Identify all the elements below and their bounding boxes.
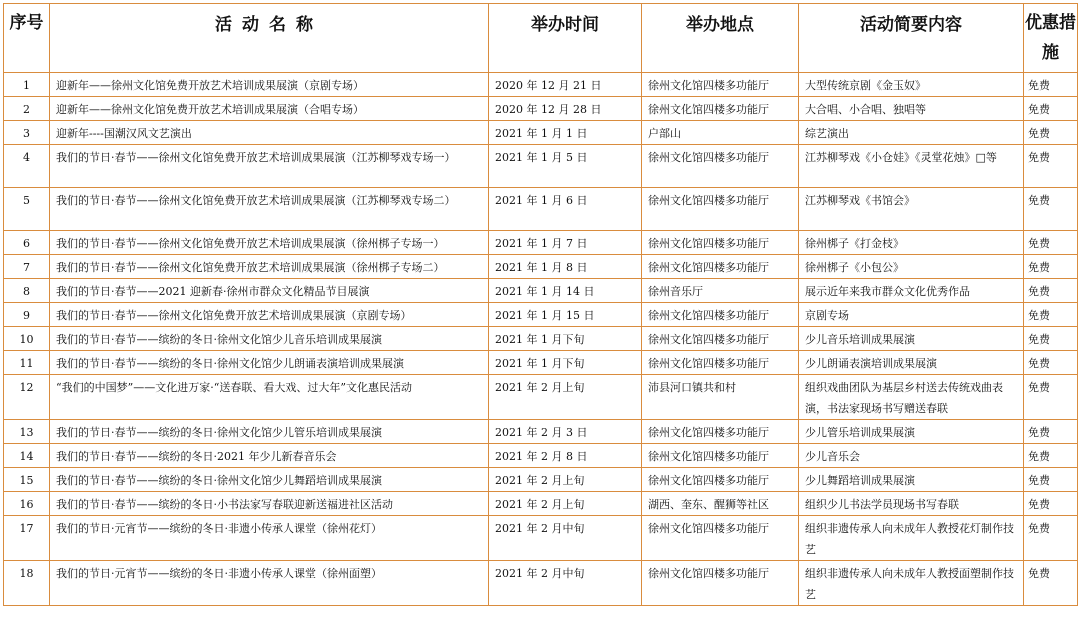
cell-seq: 16 xyxy=(4,492,50,516)
cell-seq: 7 xyxy=(4,255,50,279)
cell-summary: 组织非遗传承人向未成年人教授花灯制作技艺 xyxy=(799,516,1024,561)
table-row xyxy=(4,73,1078,97)
table-row xyxy=(4,327,1078,351)
header-discount: 优惠措施 xyxy=(1024,4,1078,73)
cell-discount: 免费 xyxy=(1024,97,1078,121)
cell-summary: 徐州梆子《打金枝》 xyxy=(799,231,1024,255)
table-row xyxy=(4,145,1078,188)
cell-time: 2021 年 1 月 15 日 xyxy=(489,303,642,327)
header-seq: 序号 xyxy=(4,4,50,73)
table-row xyxy=(4,121,1078,145)
cell-activity-name: 我们的节日·春节——缤纷的冬日·徐州文化馆少儿舞蹈培训成果展演 xyxy=(50,468,489,492)
cell-summary: 组织少儿书法学员现场书写春联 xyxy=(799,492,1024,516)
cell-place: 湖西、奎东、醒狮等社区 xyxy=(642,492,799,516)
cell-activity-name: 我们的节日·春节——缤纷的冬日·小书法家写春联迎新送福进社区活动 xyxy=(50,492,489,516)
cell-time: 2021 年 1 月 7 日 xyxy=(489,231,642,255)
cell-activity-name: 我们的节日·春节——徐州文化馆免费开放艺术培训成果展演（江苏柳琴戏专场二） xyxy=(50,188,489,231)
cell-summary: 江苏柳琴戏《书馆会》 xyxy=(799,188,1024,231)
cell-time: 2021 年 1 月下旬 xyxy=(489,351,642,375)
cell-seq: 12 xyxy=(4,375,50,420)
cell-discount: 免费 xyxy=(1024,351,1078,375)
table-row xyxy=(4,420,1078,444)
header-time: 举办时间 xyxy=(489,4,642,73)
table-header-row xyxy=(4,4,1078,73)
table-row xyxy=(4,492,1078,516)
cell-place: 徐州文化馆四楼多功能厅 xyxy=(642,97,799,121)
cell-time: 2020 年 12 月 21 日 xyxy=(489,73,642,97)
cell-place: 徐州文化馆四楼多功能厅 xyxy=(642,73,799,97)
cell-discount: 免费 xyxy=(1024,73,1078,97)
cell-activity-name: 我们的节日·春节——缤纷的冬日·2021 年少儿新春音乐会 xyxy=(50,444,489,468)
cell-summary: 大型传统京剧《金玉奴》 xyxy=(799,73,1024,97)
cell-time: 2021 年 2 月上旬 xyxy=(489,468,642,492)
cell-place: 徐州文化馆四楼多功能厅 xyxy=(642,145,799,188)
cell-seq: 6 xyxy=(4,231,50,255)
cell-seq: 8 xyxy=(4,279,50,303)
cell-summary: 江苏柳琴戏《小仓娃》《灵堂花烛》□等 xyxy=(799,145,1024,188)
cell-place: 徐州文化馆四楼多功能厅 xyxy=(642,516,799,561)
cell-seq: 4 xyxy=(4,145,50,188)
cell-place: 徐州文化馆四楼多功能厅 xyxy=(642,303,799,327)
table-row xyxy=(4,231,1078,255)
cell-place: 户部山 xyxy=(642,121,799,145)
cell-time: 2020 年 12 月 28 日 xyxy=(489,97,642,121)
cell-discount: 免费 xyxy=(1024,516,1078,561)
cell-activity-name: 我们的节日·春节——缤纷的冬日·徐州文化馆少儿管乐培训成果展演 xyxy=(50,420,489,444)
cell-activity-name: 迎新年----国潮汉风文艺演出 xyxy=(50,121,489,145)
table-row xyxy=(4,303,1078,327)
cell-place: 徐州音乐厅 xyxy=(642,279,799,303)
cell-activity-name: 我们的节日·春节——徐州文化馆免费开放艺术培训成果展演（京剧专场） xyxy=(50,303,489,327)
cell-place: 徐州文化馆四楼多功能厅 xyxy=(642,188,799,231)
cell-seq: 2 xyxy=(4,97,50,121)
cell-time: 2021 年 1 月 14 日 xyxy=(489,279,642,303)
cell-activity-name: 我们的节日·春节——徐州文化馆免费开放艺术培训成果展演（徐州梆子专场一） xyxy=(50,231,489,255)
cell-discount: 免费 xyxy=(1024,561,1078,606)
cell-summary: 组织非遗传承人向未成年人教授面塑制作技艺 xyxy=(799,561,1024,606)
header-place: 举办地点 xyxy=(642,4,799,73)
cell-time: 2021 年 1 月 1 日 xyxy=(489,121,642,145)
cell-activity-name: “我们的中国梦”——文化进万家·“送春联、看大戏、过大年”文化惠民活动 xyxy=(50,375,489,420)
cell-activity-name: 迎新年——徐州文化馆免费开放艺术培训成果展演（京剧专场） xyxy=(50,73,489,97)
cell-time: 2021 年 1 月 8 日 xyxy=(489,255,642,279)
cell-place: 徐州文化馆四楼多功能厅 xyxy=(642,351,799,375)
cell-seq: 15 xyxy=(4,468,50,492)
cell-discount: 免费 xyxy=(1024,279,1078,303)
cell-activity-name: 我们的节日·元宵节——缤纷的冬日·非遗小传承人课堂（徐州花灯） xyxy=(50,516,489,561)
cell-seq: 10 xyxy=(4,327,50,351)
cell-place: 徐州文化馆四楼多功能厅 xyxy=(642,444,799,468)
cell-activity-name: 迎新年——徐州文化馆免费开放艺术培训成果展演（合唱专场） xyxy=(50,97,489,121)
cell-summary: 少儿管乐培训成果展演 xyxy=(799,420,1024,444)
cell-seq: 13 xyxy=(4,420,50,444)
cell-discount: 免费 xyxy=(1024,468,1078,492)
table-row xyxy=(4,351,1078,375)
cell-summary: 少儿音乐会 xyxy=(799,444,1024,468)
cell-activity-name: 我们的节日·春节——缤纷的冬日·徐州文化馆少儿朗诵表演培训成果展演 xyxy=(50,351,489,375)
cell-discount: 免费 xyxy=(1024,231,1078,255)
cell-summary: 组织戏曲团队为基层乡村送去传统戏曲表演，书法家现场书写赠送春联 xyxy=(799,375,1024,420)
cell-discount: 免费 xyxy=(1024,145,1078,188)
cell-time: 2021 年 2 月上旬 xyxy=(489,375,642,420)
cell-time: 2021 年 2 月中旬 xyxy=(489,516,642,561)
table-row xyxy=(4,188,1078,231)
table-row xyxy=(4,444,1078,468)
cell-activity-name: 我们的节日·元宵节——缤纷的冬日·非遗小传承人课堂（徐州面塑） xyxy=(50,561,489,606)
header-summary: 活动简要内容 xyxy=(799,4,1024,73)
table-row xyxy=(4,468,1078,492)
cell-place: 徐州文化馆四楼多功能厅 xyxy=(642,468,799,492)
cell-summary: 少儿朗诵表演培训成果展演 xyxy=(799,351,1024,375)
cell-time: 2021 年 2 月 8 日 xyxy=(489,444,642,468)
cell-discount: 免费 xyxy=(1024,375,1078,420)
cell-seq: 14 xyxy=(4,444,50,468)
cell-seq: 5 xyxy=(4,188,50,231)
cell-place: 徐州文化馆四楼多功能厅 xyxy=(642,420,799,444)
cell-discount: 免费 xyxy=(1024,303,1078,327)
cell-activity-name: 我们的节日·春节——徐州文化馆免费开放艺术培训成果展演（江苏柳琴戏专场一） xyxy=(50,145,489,188)
cell-activity-name: 我们的节日·春节——2021 迎新春·徐州市群众文化精品节目展演 xyxy=(50,279,489,303)
table-row xyxy=(4,97,1078,121)
cell-summary: 京剧专场 xyxy=(799,303,1024,327)
cell-discount: 免费 xyxy=(1024,444,1078,468)
cell-time: 2021 年 1 月 6 日 xyxy=(489,188,642,231)
cell-discount: 免费 xyxy=(1024,255,1078,279)
table-row xyxy=(4,255,1078,279)
table-row xyxy=(4,516,1078,561)
cell-seq: 17 xyxy=(4,516,50,561)
cell-summary: 徐州梆子《小包公》 xyxy=(799,255,1024,279)
table-row xyxy=(4,279,1078,303)
cell-place: 沛县河口镇共和村 xyxy=(642,375,799,420)
cell-discount: 免费 xyxy=(1024,121,1078,145)
cell-time: 2021 年 1 月下旬 xyxy=(489,327,642,351)
cell-place: 徐州文化馆四楼多功能厅 xyxy=(642,255,799,279)
cell-place: 徐州文化馆四楼多功能厅 xyxy=(642,327,799,351)
cell-summary: 综艺演出 xyxy=(799,121,1024,145)
cell-activity-name: 我们的节日·春节——徐州文化馆免费开放艺术培训成果展演（徐州梆子专场二） xyxy=(50,255,489,279)
cell-place: 徐州文化馆四楼多功能厅 xyxy=(642,231,799,255)
cell-seq: 9 xyxy=(4,303,50,327)
cell-discount: 免费 xyxy=(1024,420,1078,444)
cell-seq: 18 xyxy=(4,561,50,606)
cell-summary: 少儿舞蹈培训成果展演 xyxy=(799,468,1024,492)
cell-discount: 免费 xyxy=(1024,188,1078,231)
cell-time: 2021 年 2 月上旬 xyxy=(489,492,642,516)
cell-activity-name: 我们的节日·春节——缤纷的冬日·徐州文化馆少儿音乐培训成果展演 xyxy=(50,327,489,351)
cell-time: 2021 年 2 月中旬 xyxy=(489,561,642,606)
cell-summary: 大合唱、小合唱、独唱等 xyxy=(799,97,1024,121)
cell-summary: 展示近年来我市群众文化优秀作品 xyxy=(799,279,1024,303)
cell-seq: 11 xyxy=(4,351,50,375)
cell-seq: 3 xyxy=(4,121,50,145)
table-row xyxy=(4,375,1078,420)
table-row xyxy=(4,561,1078,606)
cell-summary: 少儿音乐培训成果展演 xyxy=(799,327,1024,351)
cell-place: 徐州文化馆四楼多功能厅 xyxy=(642,561,799,606)
cell-time: 2021 年 1 月 5 日 xyxy=(489,145,642,188)
activity-table xyxy=(3,3,1078,606)
cell-discount: 免费 xyxy=(1024,492,1078,516)
cell-discount: 免费 xyxy=(1024,327,1078,351)
cell-seq: 1 xyxy=(4,73,50,97)
cell-time: 2021 年 2 月 3 日 xyxy=(489,420,642,444)
header-activity-name: 活动名称 xyxy=(50,4,489,73)
